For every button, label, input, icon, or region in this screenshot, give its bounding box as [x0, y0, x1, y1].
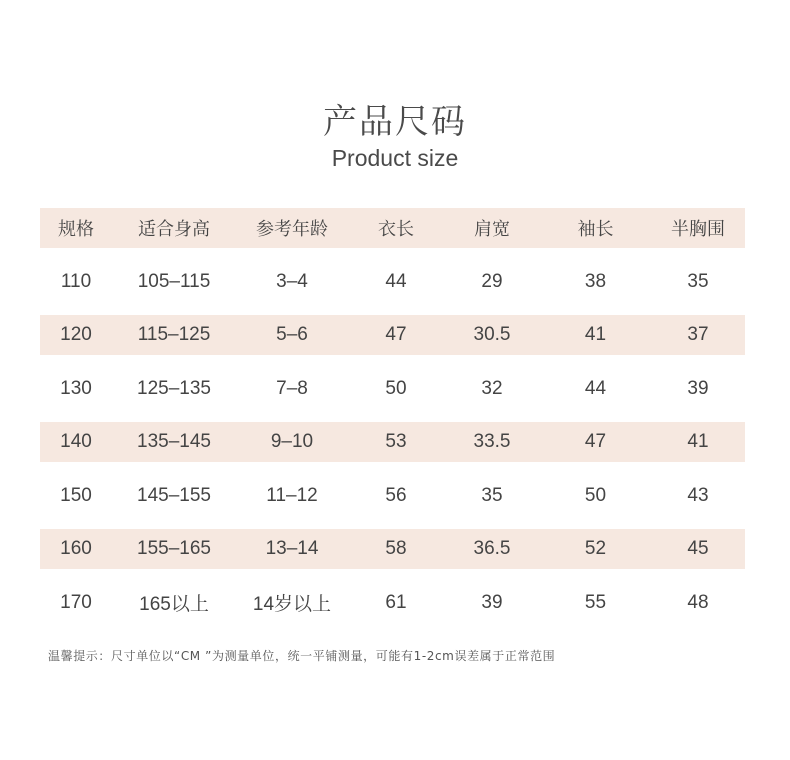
table-cell: 115–125: [137, 324, 211, 345]
table-cell: 44: [385, 270, 407, 292]
table-cell: 53: [385, 431, 407, 452]
table-cell: 150: [60, 484, 92, 506]
header-cell-half-chest: 半胸围: [671, 219, 725, 240]
table-cell: 29: [481, 270, 503, 292]
table-cell: 41: [584, 324, 607, 345]
table-cell: 14岁以上: [252, 594, 332, 615]
table-row: [40, 248, 745, 315]
table-cell: 50: [385, 377, 407, 399]
table-cell: 105–115: [137, 270, 211, 292]
table-cell: 165以上: [139, 594, 209, 615]
table-cell: 56: [385, 484, 407, 506]
table-cell: 120: [60, 324, 92, 345]
table-cell: 135–145: [137, 431, 211, 452]
table-cell: 33.5: [473, 431, 511, 452]
table-cell: 55: [584, 591, 607, 613]
table-cell: 39: [481, 591, 503, 613]
table-cell: 36.5: [473, 538, 511, 559]
table-cell: 41: [687, 431, 709, 452]
table-cell: 30.5: [473, 324, 511, 345]
table-row: [40, 529, 745, 569]
table-cell: 5–6: [276, 324, 308, 345]
table-cell: 125–135: [137, 377, 211, 399]
table-cell: 9–10: [270, 431, 314, 452]
table-cell: 170: [60, 591, 92, 613]
header-cell-age: 参考年龄: [256, 219, 328, 240]
table-row: [40, 462, 745, 529]
table-header-row: [40, 208, 745, 248]
measurement-note: 温馨提示：尺寸单位以“CM ”为测量单位，统一平铺测量，可能有1-2cm误差属于正常范围: [48, 649, 556, 663]
table-cell: 45: [687, 538, 709, 559]
table-cell: 52: [584, 538, 607, 559]
table-cell: 13–14: [265, 538, 319, 559]
table-cell: 140: [60, 431, 92, 452]
header-cell-shoulder: 肩宽: [474, 219, 510, 240]
header-cell-sleeve: 袖长: [577, 219, 614, 240]
table-cell: 130: [60, 377, 92, 399]
table-cell: 35: [687, 270, 709, 292]
table-cell: 48: [687, 591, 709, 613]
table-cell: 7–8: [276, 377, 308, 399]
page-subtitle: Product size: [331, 145, 459, 171]
table-row: [40, 422, 745, 462]
table-cell: 155–165: [137, 538, 211, 559]
table-cell: 32: [481, 377, 503, 399]
header-cell-height: 适合身高: [138, 219, 210, 240]
table-cell: 50: [584, 484, 607, 506]
size-table: [40, 208, 745, 636]
table-row: [40, 315, 745, 355]
page-title: 产品尺码: [323, 102, 467, 142]
table-cell: 37: [687, 324, 709, 345]
table-cell: 110: [60, 270, 92, 292]
table-cell: 58: [385, 538, 407, 559]
table-cell: 47: [584, 431, 607, 452]
table-cell: 3–4: [276, 270, 308, 292]
table-cell: 11–12: [266, 484, 318, 506]
table-cell: 35: [481, 484, 503, 506]
header-cell-size: 规格: [58, 219, 94, 240]
table-cell: 43: [687, 484, 709, 506]
table-cell: 160: [60, 538, 92, 559]
table-cell: 38: [584, 270, 607, 292]
table-row: [40, 355, 745, 422]
table-cell: 47: [385, 324, 407, 345]
table-cell: 44: [584, 377, 607, 399]
table-cell: 61: [385, 591, 407, 613]
table-cell: 39: [687, 377, 709, 399]
table-row: [40, 569, 745, 636]
header-cell-length: 衣长: [378, 219, 414, 240]
table-cell: 145–155: [137, 484, 211, 506]
